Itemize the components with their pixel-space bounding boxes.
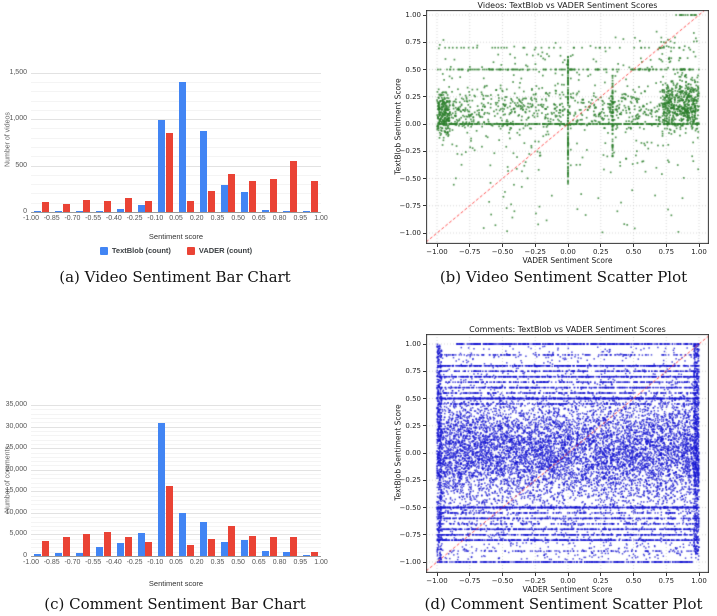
bar-textblob [96,547,103,556]
gridline-minor [31,500,321,501]
bar-textblob [117,543,124,556]
x-tick-mark [666,573,667,576]
x-tick-label: 0.95 [293,559,308,566]
gridline-major [31,513,321,514]
bar-vader [166,486,173,556]
gridline-minor [31,414,321,415]
x-tick-label: 0.35 [210,215,225,222]
axis-label-x-b: VADER Sentiment Score [522,256,613,265]
x-tick-label: 0.80 [272,215,287,222]
y-tick-label: 1,000 [9,115,27,123]
caption-d: (d) Comment Sentiment Scatter Plot [424,595,703,613]
x-tick-label: 1.00 [691,577,707,585]
gridline-minor [31,478,321,479]
gridline-minor [31,418,321,419]
y-tick-mark [423,42,426,43]
x-tick-mark [502,244,503,247]
y-tick-label: 1.00 [405,11,421,19]
gridline-major [31,470,321,471]
bar-vader [249,181,256,212]
x-tick-label: 0.65 [252,559,266,566]
gridline-minor [31,110,321,111]
y-tick-mark [423,371,426,372]
axis-label-y-b: TextBlob Sentiment Score [393,78,403,175]
y-tick-label: 10,000 [5,508,27,516]
gridline-minor [31,457,321,458]
bar-textblob [76,211,83,212]
axis-label-y-c: Number of comments [4,446,12,513]
x-tick-mark [600,244,601,247]
x-tick-label: 0.20 [189,559,204,566]
x-tick-mark [699,573,700,576]
x-tick-mark [437,244,438,247]
x-tick-label: -0.40 [105,559,122,566]
x-tick-label: -0.10 [147,215,164,222]
gridline-minor [31,82,321,83]
x-tick-label: -0.55 [85,215,102,222]
bar-vader [42,541,49,556]
x-tick-label: 0.35 [210,559,225,566]
bar-vader [270,537,277,556]
y-tick-mark [423,562,426,563]
gridline-minor [31,517,321,518]
bar-textblob [158,120,165,212]
bar-textblob [179,513,186,556]
gridline-minor [31,444,321,445]
bar-textblob [221,185,228,212]
legend-label-vader: VADER (count) [198,246,253,255]
bar-vader [145,201,152,212]
chart-title-b: Videos: TextBlob vs VADER Sentiment Scores [477,1,658,10]
gridline-minor [31,193,321,194]
gridline-minor [31,431,321,432]
y-tick-label: −1.00 [399,229,421,237]
bar-textblob [138,533,145,556]
gridline-minor [31,440,321,441]
y-tick-label: 0.25 [405,92,421,101]
bar-textblob [241,540,248,556]
gridline-minor [31,539,321,540]
bar-vader [125,537,132,556]
y-tick-label: 0.50 [405,394,421,403]
x-tick-label: −0.75 [459,248,481,256]
x-tick-mark [600,573,601,576]
bar-textblob [262,210,269,212]
y-tick-mark [423,425,426,426]
x-tick-label: -1.00 [23,215,39,222]
gridline-minor [31,184,321,185]
gridline-minor [31,504,321,505]
bar-textblob [138,205,145,212]
textblob-swatch-icon [100,247,108,255]
y-tick-label: 0 [23,552,27,559]
x-tick-label: -0.70 [64,559,81,566]
x-tick-label: 0.00 [560,577,576,585]
x-tick-label: 0.95 [293,215,308,222]
x-tick-mark [699,244,700,247]
bar-textblob [34,554,41,556]
bar-vader [83,200,90,212]
bar-textblob [96,211,103,212]
bar-textblob [200,522,207,556]
bar-textblob [241,192,248,212]
axis-label-y-a: Number of videos [4,112,12,167]
gridline-major [31,491,321,492]
bar-vader [166,133,173,212]
x-tick-mark [568,244,569,247]
x-tick-label: -0.70 [64,215,81,222]
x-tick-label: 1.00 [691,248,707,256]
bar-vader [145,542,152,556]
bar-vader [125,198,132,212]
y-tick-label: 500 [15,161,27,169]
x-tick-label: 0.65 [252,215,266,222]
bar-vader [63,204,70,212]
gridline-minor [31,461,321,462]
gridline-minor [31,509,321,510]
gridline-minor [31,522,321,523]
x-tick-label: −0.50 [491,248,514,256]
x-tick-label: 0.50 [231,215,245,222]
x-tick-label: -0.85 [43,559,60,566]
gridline-major [31,427,321,428]
y-tick-mark [423,151,426,152]
y-tick-label: 15,000 [5,487,27,495]
legend-item-textblob [100,246,171,255]
x-tick-mark [633,573,634,576]
y-tick-mark [423,233,426,234]
y-tick-label: 25,000 [5,444,27,452]
y-tick-label: 0.75 [405,367,421,376]
bar-textblob [179,82,186,212]
x-tick-label: 0.50 [625,577,642,585]
y-tick-mark [423,534,426,535]
x-tick-label: 0.50 [625,248,642,256]
y-tick-mark [423,124,426,125]
x-tick-mark [437,573,438,576]
y-tick-label: 35,000 [5,401,27,408]
gridline-minor [31,543,321,544]
x-tick-label: 0.75 [658,248,675,256]
axis-label-x-a: Sentiment score [148,232,204,241]
y-tick-mark [423,69,426,70]
y-tick-label: −1.00 [399,558,421,566]
bar-vader [228,174,235,212]
gridline-minor [31,474,321,475]
y-tick-label: 5,000 [9,530,27,538]
legend-label-textblob: TextBlob (count) [111,246,171,255]
gridline-minor [31,147,321,148]
y-tick-mark [423,96,426,97]
x-tick-label: 0.75 [658,577,675,585]
bar-vader [104,532,111,556]
x-axis-line [31,556,321,557]
x-tick-label: −0.25 [524,577,546,585]
x-tick-label: 0.25 [592,577,609,585]
y-tick-label: −0.25 [399,476,421,485]
x-axis-line [31,212,321,213]
gridline-minor [31,547,321,548]
axis-label-x-d: VADER Sentiment Score [522,585,613,594]
x-tick-label: -0.85 [43,215,60,222]
x-tick-label: -1.00 [23,559,39,566]
x-tick-label: 0.20 [189,215,204,222]
x-tick-label: -0.25 [126,559,143,566]
gridline-minor [31,91,321,92]
x-tick-label: 0.05 [169,559,183,566]
scatter-canvas-b [426,10,709,244]
x-tick-label: -0.25 [126,215,143,222]
x-tick-mark [666,244,667,247]
bar-textblob [34,211,41,212]
gridline-major [31,405,321,406]
x-tick-label: −1.00 [426,577,448,585]
axis-label-x-c: Sentiment score [148,579,204,588]
x-tick-label: -0.10 [147,559,164,566]
bar-textblob [76,553,83,556]
axis-label-y-d: TextBlob Sentiment Score [393,404,403,501]
x-tick-label: 0.50 [231,559,245,566]
bar-vader [208,539,215,556]
bar-textblob [158,423,165,556]
x-tick-label: 0.05 [169,215,183,222]
bar-vader [290,537,297,556]
x-tick-mark [535,244,536,247]
vader-swatch-icon [187,247,195,255]
x-tick-label: 1.00 [314,215,328,222]
gridline-major [31,166,321,167]
chart-title-d: Comments: TextBlob vs VADER Sentiment Scores [469,325,666,334]
scatter-canvas-d [426,334,709,573]
y-tick-label: −0.75 [399,530,421,539]
x-tick-mark [469,244,470,247]
gridline-minor [31,496,321,497]
gridline-minor [31,422,321,423]
bar-vader [104,201,111,212]
y-tick-label: 1,500 [9,68,27,76]
gridline-minor [31,487,321,488]
bar-vader [270,179,277,212]
bar-vader [290,161,297,212]
bar-vader [187,201,194,212]
y-tick-mark [423,453,426,454]
gridline-minor [31,483,321,484]
gridline-minor [31,409,321,410]
y-tick-label: 0.50 [405,65,421,74]
gridline-minor [31,453,321,454]
bar-textblob [262,551,269,556]
y-tick-label: 0.00 [405,120,421,128]
gridline-major [31,448,321,449]
gridline-minor [31,156,321,157]
y-tick-label: −0.50 [399,503,421,512]
gridline-major [31,119,321,120]
caption-b: (b) Video Sentiment Scatter Plot [439,268,688,286]
bar-vader [187,545,194,556]
legend-item-vader [187,246,252,255]
bar-vader [311,181,318,212]
y-tick-label: 0.00 [405,449,421,457]
x-tick-label: 0.25 [592,248,609,256]
bar-vader [63,537,70,556]
gridline-minor [31,203,321,204]
legend-a [31,246,321,255]
bar-textblob [55,211,62,212]
gridline-minor [31,128,321,129]
x-tick-label: -0.55 [85,559,102,566]
x-tick-label: 0.80 [272,559,287,566]
bar-textblob [55,553,62,556]
gridline-minor [31,101,321,102]
x-tick-mark [535,573,536,576]
x-tick-label: -0.40 [105,215,122,222]
x-tick-mark [502,573,503,576]
bar-textblob [283,211,290,212]
bar-vader [42,202,49,212]
bar-textblob [303,555,310,556]
y-tick-mark [423,480,426,481]
bar-vader [228,526,235,556]
bar-textblob [221,542,228,556]
bar-vader [249,536,256,556]
bar-textblob [303,211,310,212]
x-tick-label: −1.00 [426,248,448,256]
y-tick-mark [423,205,426,206]
x-tick-label: −0.25 [524,248,546,256]
x-tick-label: −0.75 [459,577,481,585]
y-tick-mark [423,178,426,179]
x-tick-label: 1.00 [314,559,328,566]
y-tick-mark [423,344,426,345]
x-tick-mark [633,244,634,247]
y-tick-label: −0.75 [399,201,421,210]
bar-vader [311,552,318,556]
y-tick-label: 20,000 [5,465,27,473]
y-tick-mark [423,15,426,16]
gridline-minor [31,175,321,176]
y-tick-label: 1.00 [405,340,421,348]
gridline-minor [31,552,321,553]
caption-a: (a) Video Sentiment Bar Chart [59,268,291,286]
y-tick-mark [423,507,426,508]
y-tick-mark [423,398,426,399]
y-tick-label: 0.25 [405,421,421,430]
bar-textblob [117,209,124,212]
gridline-major [31,534,321,535]
x-tick-mark [568,573,569,576]
gridline-minor [31,530,321,531]
caption-c: (c) Comment Sentiment Bar Chart [44,595,306,613]
y-tick-label: −0.25 [399,147,421,156]
y-tick-label: −0.50 [399,174,421,183]
gridline-major [31,73,321,74]
bar-textblob [200,131,207,212]
y-tick-label: 30,000 [5,422,27,430]
bar-textblob [283,552,290,556]
gridline-minor [31,465,321,466]
y-tick-label: 0.75 [405,38,421,47]
x-tick-label: 0.00 [560,248,576,256]
gridline-minor [31,526,321,527]
x-tick-mark [469,573,470,576]
bar-vader [83,534,90,556]
bar-vader [208,191,215,212]
x-tick-label: −0.50 [491,577,514,585]
y-tick-label: 0 [23,208,27,215]
gridline-minor [31,138,321,139]
gridline-minor [31,435,321,436]
